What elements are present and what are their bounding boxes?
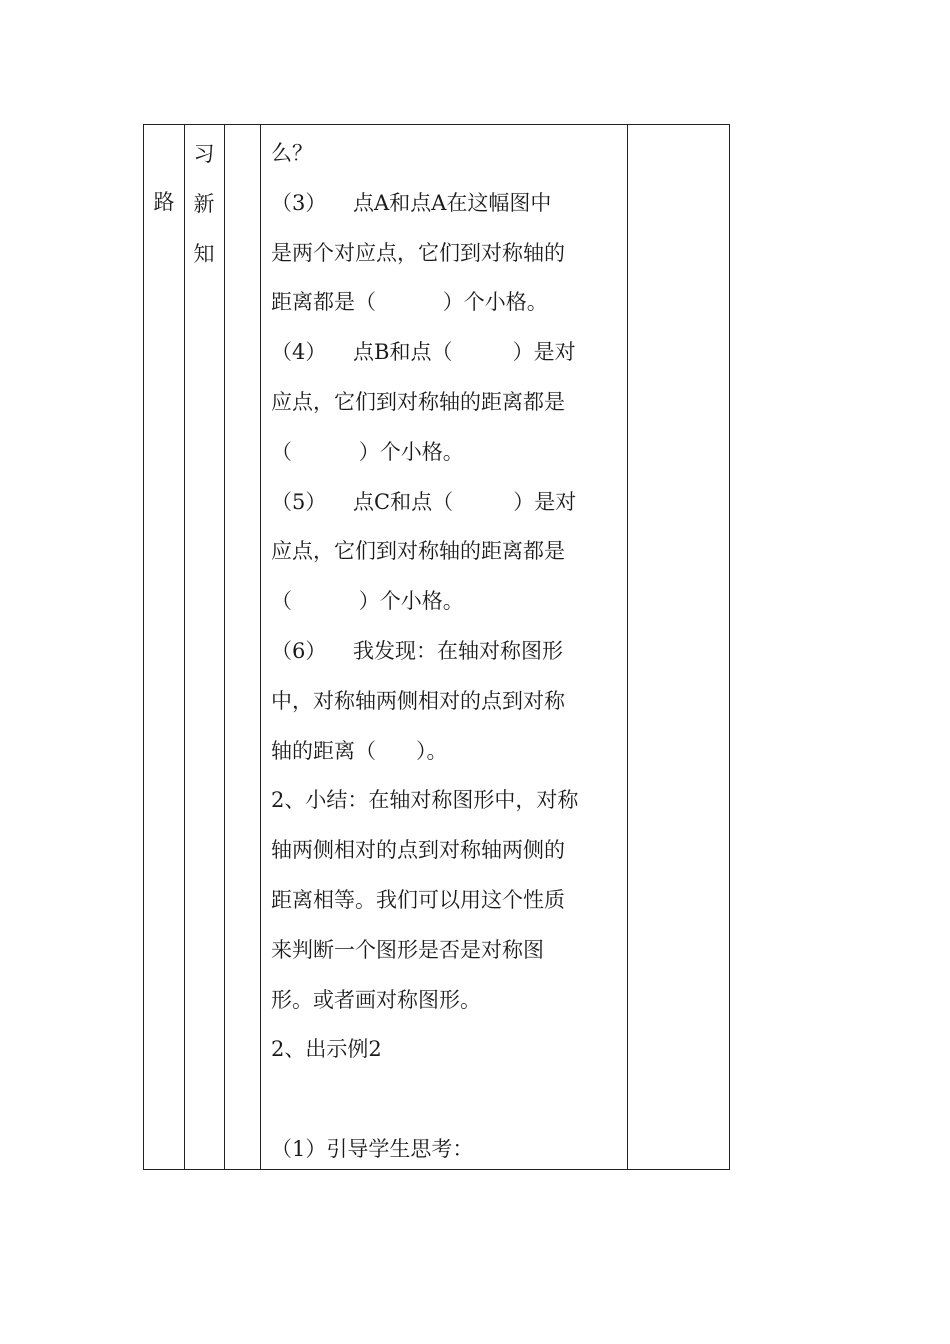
content-line: 2、出示例2 — [271, 1037, 382, 1062]
content-line: 是两个对应点，它们到对称轴的 — [271, 240, 565, 265]
section-char: 路 — [153, 190, 175, 214]
content-line: 轴的距离（ ）。 — [271, 738, 448, 763]
content-line: 应点，它们到对称轴的距离都是 — [271, 389, 565, 414]
column-divider — [260, 125, 261, 1169]
section-column-2 — [184, 129, 224, 279]
content-line: 来判断一个图形是否是对称图 — [271, 937, 544, 962]
content-line: 应点，它们到对称轴的距离都是 — [271, 539, 565, 564]
content-line: （3） 点A和点A在这幅图中 — [271, 190, 552, 215]
lesson-content — [271, 129, 623, 1175]
content-line: 中，对称轴两侧相对的点到对称 — [271, 688, 565, 713]
content-line — [271, 1075, 623, 1125]
section-column-1 — [144, 177, 184, 227]
section-char: 知 — [193, 242, 215, 266]
section-char: 习 — [193, 142, 215, 166]
column-divider — [627, 125, 628, 1169]
content-line: 距离都是（ ）个小格。 — [271, 290, 548, 315]
content-line: 轴两侧相对的点到对称轴两侧的 — [271, 838, 565, 863]
content-line: （1）引导学生思考： — [271, 1136, 474, 1161]
content-line: 2、小结：在轴对称图形中，对称 — [271, 788, 579, 813]
column-divider — [224, 125, 225, 1169]
column-divider — [184, 125, 185, 1169]
lesson-plan-table — [143, 124, 730, 1170]
content-line: （4） 点B和点（ ）是对 — [271, 340, 576, 365]
content-line: （6） 我发现：在轴对称图形 — [271, 638, 564, 663]
content-line: （ ）个小格。 — [271, 589, 464, 614]
content-line: 么？ — [271, 141, 313, 165]
content-line: 距离相等。我们可以用这个性质 — [271, 887, 565, 912]
section-char: 新 — [193, 192, 215, 216]
content-line: 形。或者画对称图形。 — [271, 987, 481, 1012]
content-line: （5） 点C和点（ ）是对 — [271, 489, 577, 514]
content-line: （ ）个小格。 — [271, 439, 464, 464]
